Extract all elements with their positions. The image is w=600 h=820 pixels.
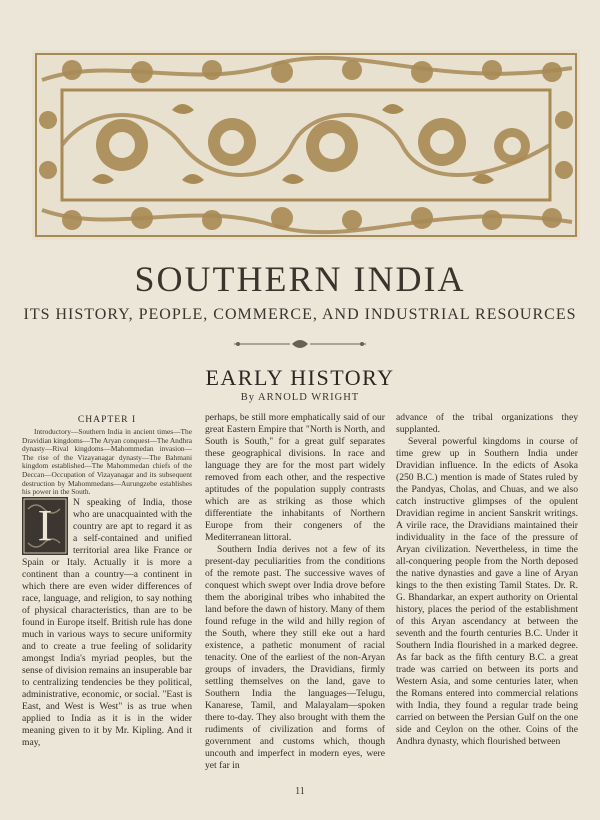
paragraph: Several powerful kingdoms in course of time grew up in Southern India under Dravidian influence. In the edicts of Asoka (250 B.C.) mention is made of States ruled by the Pandyas, Cholas, and Chuas, and we also catch instructive glimpses of the opulent Dravidian regime in ancient Sanskrit writings. A virile race, the Dravidians maintained their individuality in the face of the pressure of Aryan civilization. Nevertheless, in time the all-conquering people from the North deposed the native dynasties and gave a line of Aryan kings to the then existing Tamil States. Dr. R. G. Bhandarkar, an expert authority on Oriental history, places the period of the establishment of this Aryan ascendancy at between the seventh and the fourth centuries B.C. Under it Southern India flourished in a marked degree. As far back as the fifth century B.C. a great trade was carried on between its ports and Western Asia, and some centuries later, when the Romans entered into commercial relations with India, they found a regular trade being carried on between the Persian Gulf on the one side and Ceylon on the other. Coins of the Andhra dynasty, which flourished between (396, 436, 578, 747)
text-column-2 (205, 412, 385, 782)
page-number: 11 (295, 786, 305, 797)
page-subtitle: ITS HISTORY, PEOPLE, COMMERCE, AND INDUSTRIAL RESOURCES (23, 306, 577, 323)
drop-cap-letter: I (37, 500, 53, 550)
paragraph: Southern India derives not a few of its present-day peculiarities from the conditions of the remote past. The successive waves of conquest which swept over India drove before them the aboriginal tribes who inhabited the land before the dawn of history. Many of them found refuge in the wild and hilly region of the South, where they still eke out a hard existence, a pathetic monument of racial tenacity. One of the earliest of the non-Aryan groups of invaders, the Dravidians, firmly settling themselves on the land, gave to Southern India the languages—Telugu, Kanarese, Tamil, and Malayalam—spoken there to-day. They also brought with them the rudiments of civilization and forms of government and customs which, though uncouth and imperfect in modern eyes, were yet far in (205, 544, 385, 771)
chapter-summary: Introductory—Southern India in ancient times—The Dravidian kingdoms—The Aryan conquest—The Andhra dynasty—Rival kingdoms—Mahommedan invasion—The rise of the Vizayanagar dynasty—The Bahmani kingdom established—The Mahommedan chiefs of the Deccan—Occupation of Vizayanagar and its subsequent destruction by Mahommedans—Aurungzebe establishes his power in the South. (22, 427, 192, 497)
paragraph: N speaking of India, those who are unacquainted with the country are apt to regard it as a self-contained and unified territorial area like France or Spain or Italy. Actually it is more a continent than a country—a continent in which there are even wider differences of race, language, and religion, to say nothing of physical characteristics, than are to be found in Europe itself. British rule has done much in various ways to secure uniformity and to create a true feeling of solidarity amongst India's myriad peoples, but the sense of division remains an insuperable bar to centralizing tendencies be they political, administrative, economic, or social. "East is East, and West is West" is as true when applied to India as it is in the wider meaning given to it by Mr. Kipling. And it may, (22, 496, 192, 748)
chapter-label: CHAPTER I (77, 414, 137, 425)
decorative-rule-icon (232, 338, 368, 350)
text-column-1 (22, 412, 192, 782)
paragraph: advance of the tribal organizations they supplanted. (396, 412, 578, 435)
text-column-3 (396, 412, 578, 782)
drop-cap (22, 497, 68, 555)
ornamental-header-band (32, 50, 580, 240)
floral-ornament-icon (32, 50, 580, 240)
section-heading: EARLY HISTORY (205, 365, 395, 390)
page-title: SOUTHERN INDIA (134, 259, 466, 299)
paragraph: perhaps, be still more emphatically said of our great Eastern Empire that "North is North, and South is South," for a great gulf separates these geographical divisions. In race and language they are for the most part widely removed from each other, and the respective aptitudes of the population supply contrasts which are as striking as those which differentiate the inhabitants of Northern Europe from their congeners of the Mediterranean littoral. (205, 412, 385, 543)
author-byline: By ARNOLD WRIGHT (240, 392, 360, 403)
